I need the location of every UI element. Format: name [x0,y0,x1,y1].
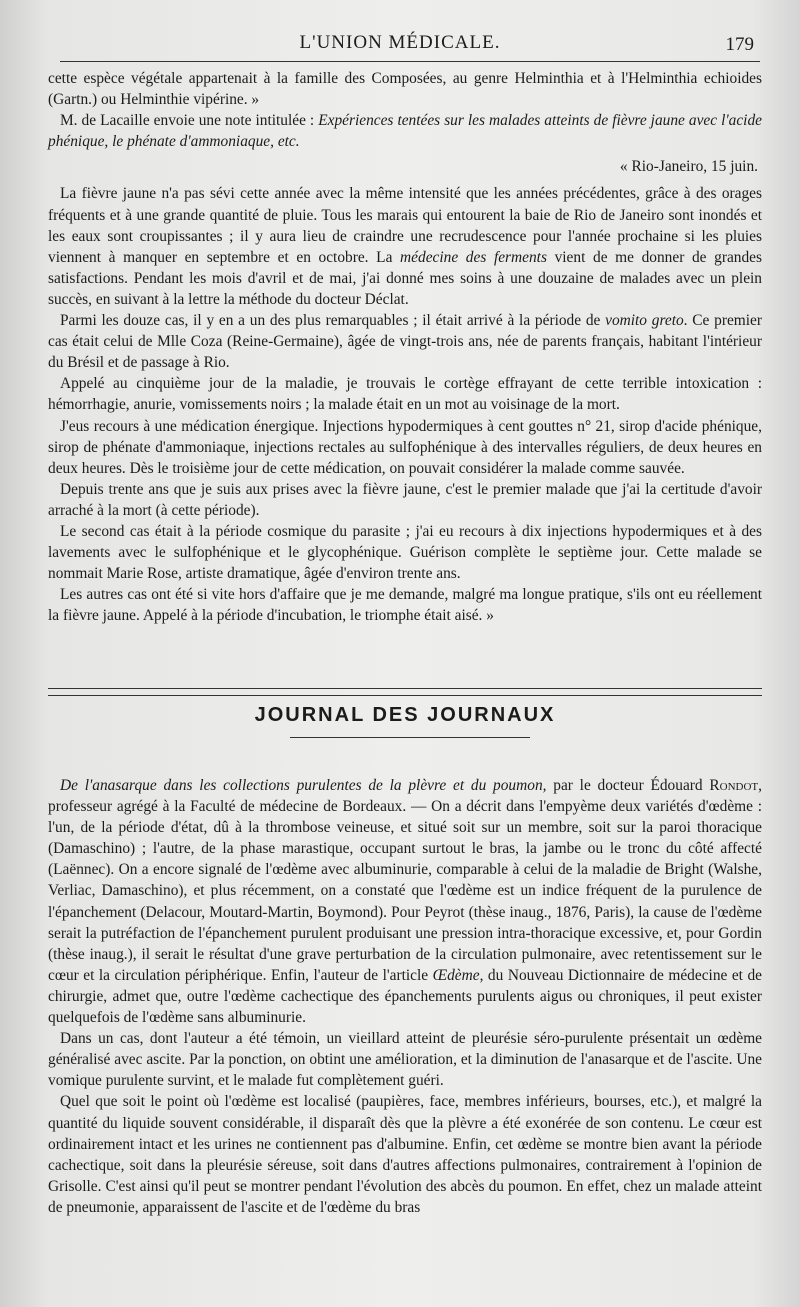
running-title: L'UNION MÉDICALE. [299,32,501,53]
dateline: « Rio-Janeiro, 15 juin. [619,158,758,176]
paragraph [48,775,762,1028]
page-header [60,30,754,60]
paragraph: cette espèce végétale appartenait à la famille des Composées, au genre Helminthia et à l'Helminthia echioides (Gartn.) ou Helminthie vipérine. » [48,70,762,109]
page-number: 179 [725,34,754,55]
paragraph-text: La fièvre jaune n'a pas sévi cette année avec la même intensité que les années précédentes, grâce à des orages fréquents et à une grande quantité de pluie. Tous les marais qui entourent la baie de Rio de Janeiro sont inondés et les eaux sont croupissantes ; il y aura lieu de craindre une recrudescence pour l'année prochaine si les pluies viennent à manquer en septembre et en octobre. La [48,185,762,266]
communication-title: Expériences tentées sur les malades atteints de fièvre jaune avec l'acide phénique, le phénate d'ammoniaque, etc. [48,112,762,151]
paragraph-text: , du Nouveau Dictionnaire de médecine et de chirurgie, admet que, outre l'œdème cachectique des épanchements purulents aigus ou chroniques, il peut exister quelquefois de l'œdème sans albuminurie. [48,966,762,1027]
paragraph-text: M. de Lacaille envoie une note intitulée : [60,112,319,130]
paragraph [48,183,762,310]
header-rule [60,61,760,62]
emphasis: vomito greto [605,312,684,330]
paragraph-text: Parmi les douze cas, il y en a un des plus remarquables ; il était arrivé à la période de [60,312,606,330]
paragraph: J'eus recours à une médication énergique. Injections hypodermiques à cent gouttes n° 21, sirop d'acide phénique, sirop de phénate d'ammoniaque, injections rectales au sulfophénique à des intervalles réguliers, de deux heures en deux heures. Dès le troisième jour de cette médication, on pouvait considérer la malade comme sauvée. [48,417,762,477]
paragraph: Quel que soit le point où l'œdème est localisé (paupières, face, membres inférieurs, bourses, etc.), et malgré la quantité du liquide souvent considérable, il disparaît dès que la plèvre a été exonérée de son contenu. Le cœur est ordinairement intact et les urines ne contiennent pas d'albumine. Enfin, cet œdème se montre bien avant la période cachectique, soit dans la pleurésie séreuse, soit dans d'autres affections pulmonaires, contrairement à l'opinion de Grisolle. C'est ainsi qu'il peut se montrer pendant l'évolution des abcès du poumon. En effet, chez un malade atteint de pneumonie, apparaissent de l'ascite et de l'œdème du bras [48,1093,762,1216]
paragraph-text: . Ce premier cas était celui de Mlle Coza (Reine-Germaine), âgée de vingt-trois ans, née de parents français, habitant l'intérieur du Brésil et de passage à Rio. [48,312,762,372]
paragraph: Dans un cas, dont l'auteur a été témoin, un vieillard atteint de pleurésie séro-purulente présentait un œdème généralisé avec ascite. Par la ponction, on obtint une amélioration, et la diminution de l'anasarque et de l'ascite. Une vomique purulente survint, et le malade fut complètement guéri. [48,1030,762,1090]
emphasis: Œdème [432,966,480,984]
bottom-text-column [48,775,762,1218]
paragraph: Appelé au cinquième jour de la maladie, je trouvais le cortège effrayant de cette terrible intoxication : hémorrhagie, anurie, vomissements noirs ; la malade était en un mot au voisinage de la mort. [48,375,762,414]
title-underline [290,737,530,738]
paragraph-text: , professeur agrégé à la Faculté de médecine de Bordeaux. — On a décrit dans l'empyème deux variétés d'œdème : l'un, de la période d'état, dû à la thrombose veineuse, et situé soit sur un membre, soit sur la paroi thoracique (Damaschino) ; l'autre, de la phase marastique, occupant surtout le bras, la jambe ou le tronc du côté affecté (Laënnec). On a encore signalé de l'œdème avec albuminurie, comparable à celui de la maladie de Bright (Walshe, Verliac, Damaschino), et plus récemment, on a constaté que l'œdème est un indice fréquent de la purulence de l'épanchement (Delacour, Moutard-Martin, Boymond). Pour Peyrot (thèse inaug., 1876, Paris), la cause de l'œdème serait la putréfaction de l'épanchement purulent produisant une pression intra-thoracique excessive, et, pour Gordin (thèse inaug.), il serait le résultat d'une grave perturbation de la circulation pulmonaire, avec retentissement sur le cœur et la circulation périphérique. Enfin, l'auteur de l'article [48,777,762,984]
paragraph [48,110,762,152]
paragraph: Depuis trente ans que je suis aux prises avec la fièvre jaune, c'est le premier malade que j'ai la certitude d'avoir arraché à la mort (à cette période). [48,480,762,519]
section-title: JOURNAL DES JOURNAUX [254,704,556,726]
paragraph-text: vient de me donner de grandes satisfactions. Pendant les mois d'avril et de mai, j'ai donné mes soins à une douzaine de malades avec un plein succès, en suivant à la lettre la méthode du docteur Déclat. [48,248,763,308]
top-text-column [48,68,762,626]
paragraph [48,310,762,373]
author-name: Rondot [709,777,759,794]
emphasis: médecine des ferments [400,248,547,266]
paragraph-text: par le docteur Édouard [546,777,710,794]
paragraph: Le second cas était à la période cosmique du parasite ; j'ai eu recours à dix injections hypodermiques et à des lavements avec le sulfophénique et le glycophénique. Guérison complète le septième jour. Cette malade se nommait Marie Rose, artiste dramatique, âgée d'environ trente ans. [48,522,762,583]
article-title: De l'anasarque dans les collections purulentes de la plèvre et du poumon, [60,777,547,794]
section-double-rule [48,688,762,696]
paragraph: Les autres cas ont été si vite hors d'affaire que je me demande, malgré ma longue pratique, s'ils ont eu réellement la fièvre jaune. Appelé à la période d'incubation, le triomphe était aisé. » [48,586,762,625]
